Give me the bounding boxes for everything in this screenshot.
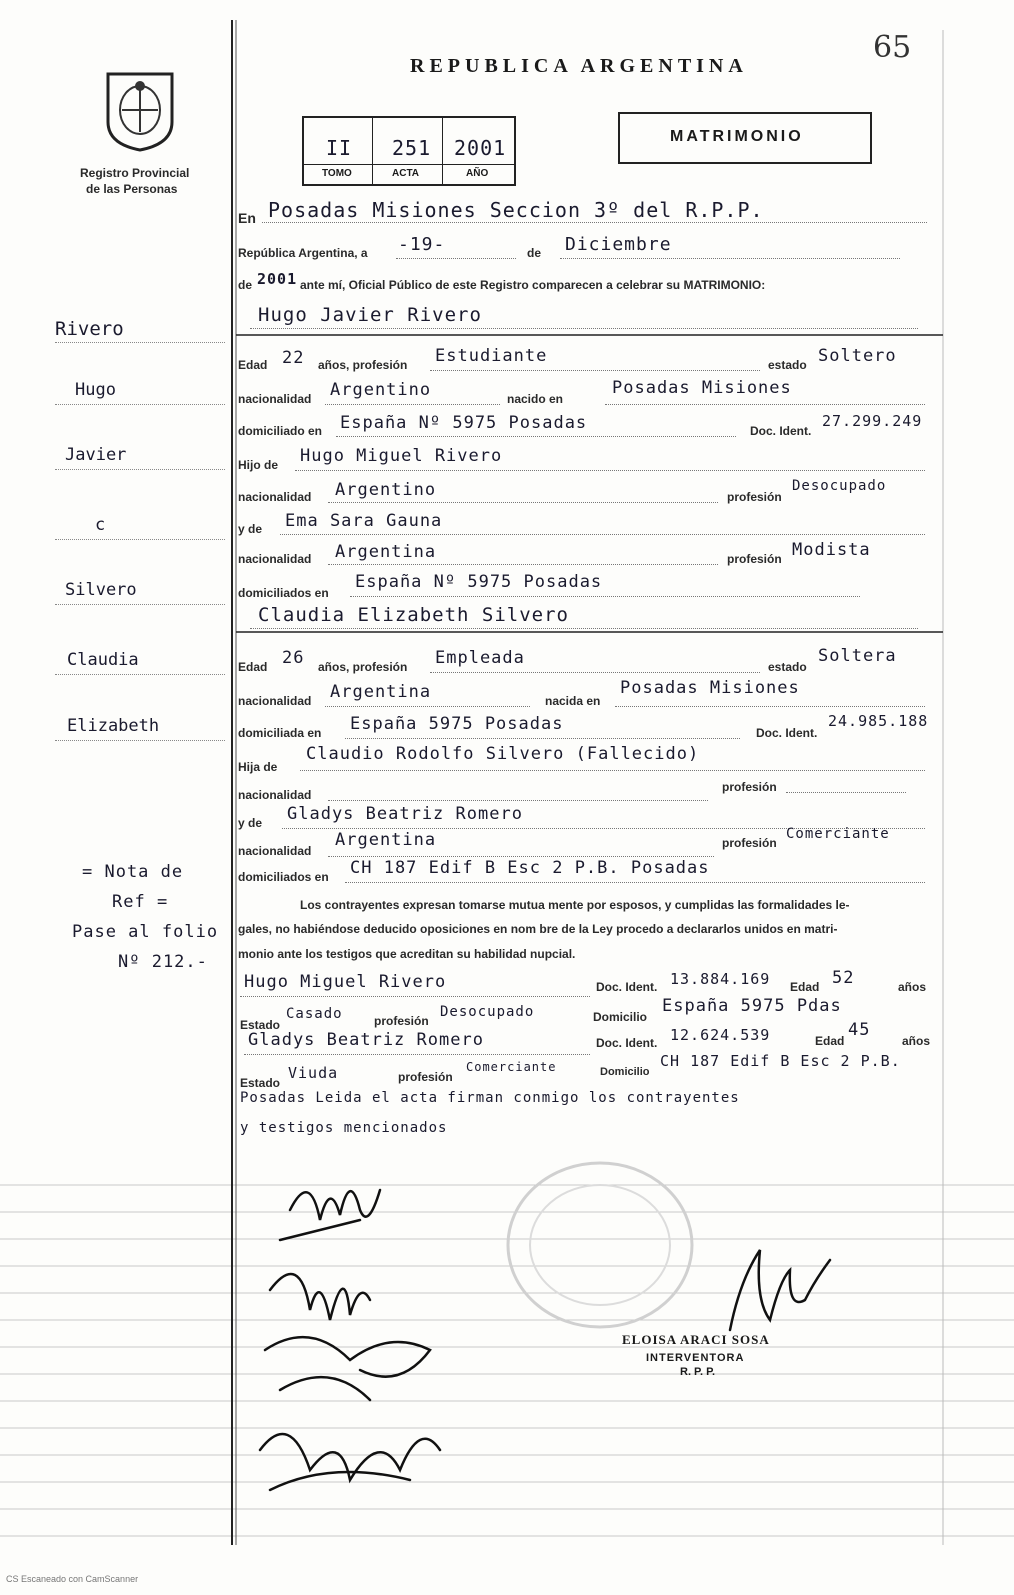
legal-text-line1: Los contrayentes expresan tomarse mutua mente por esposos, y cumplidas las formalidades le- bbox=[300, 898, 850, 912]
witness1-estado: Casado bbox=[286, 1006, 343, 1022]
bride-dom-label: domiciliada en bbox=[238, 726, 322, 740]
officer-name: ELOISA ARACI SOSA bbox=[622, 1332, 770, 1347]
groom-estado: Soltero bbox=[818, 346, 897, 366]
margin-surname: Rivero bbox=[55, 318, 225, 343]
witness1-doc: 13.884.169 bbox=[670, 970, 771, 988]
margin-connector: c bbox=[55, 515, 225, 540]
groom-mother-profession: Modista bbox=[792, 540, 871, 560]
registry-name-line1: Registro Provincial bbox=[80, 166, 190, 180]
margin-note-4: Nº 212.- bbox=[118, 952, 208, 972]
groom-father-nac-label: nacionalidad bbox=[238, 490, 312, 504]
witness1-dom-label: Domicilio bbox=[593, 1010, 648, 1024]
bride-edad-label: Edad bbox=[238, 660, 268, 674]
de2-label: de bbox=[238, 278, 253, 292]
witness2-edad-label: Edad bbox=[815, 1034, 845, 1048]
country-title: REPUBLICA ARGENTINA bbox=[410, 55, 748, 77]
registry-stamp bbox=[500, 1155, 700, 1335]
groom-nacido-label: nacido en bbox=[507, 392, 564, 406]
groom-father-prof-label: profesión bbox=[727, 490, 782, 504]
groom-nationality: Argentino bbox=[330, 380, 432, 400]
marriage-year: 2001 bbox=[257, 270, 298, 288]
legal-text-line2: gales, no habiéndose deducido oposiciones en nom bre de la Ley procedo a declararlos unidos en matri- bbox=[238, 922, 838, 936]
margin-bride-surname: Silvero bbox=[55, 580, 225, 605]
groom-doc: 27.299.249 bbox=[822, 412, 923, 430]
bride-hija-label: Hija de bbox=[238, 760, 278, 774]
en-label: En bbox=[238, 210, 256, 226]
ano-value: 2001 bbox=[454, 136, 507, 160]
bride-doc: 24.985.188 bbox=[828, 712, 929, 730]
groom-name: Hugo Javier Rivero bbox=[258, 304, 482, 326]
groom-dom-label: domiciliado en bbox=[238, 424, 323, 438]
bride-mother-nac-label: nacionalidad bbox=[238, 844, 312, 858]
witness1-edad-label: Edad bbox=[790, 980, 820, 994]
legal-text-line3: monio ante los testigos que acreditan su habilidad nupcial. bbox=[238, 947, 576, 961]
officer-title: INTERVENTORA bbox=[646, 1352, 745, 1364]
officer-signature bbox=[720, 1240, 840, 1340]
witness1-anos: años bbox=[898, 980, 927, 994]
witness1-name: Hugo Miguel Rivero bbox=[244, 972, 447, 992]
scanner-footer: CS Escaneado con CamScanner bbox=[6, 1574, 139, 1584]
witness2-domicile: CH 187 Edif B Esc 2 P.B. bbox=[660, 1052, 901, 1070]
groom-birthplace: Posadas Misiones bbox=[612, 378, 792, 398]
margin-middle-name: Javier bbox=[55, 445, 225, 470]
bride-nac-label: nacionalidad bbox=[238, 694, 312, 708]
folio-number: 65 bbox=[873, 30, 912, 65]
witness2-name: Gladys Beatriz Romero bbox=[248, 1030, 484, 1050]
tomo-label: TOMO bbox=[322, 168, 352, 179]
bride-estado: Soltera bbox=[818, 646, 897, 666]
margin-bride-middle-name: Elizabeth bbox=[55, 716, 225, 741]
groom-hijo-label: Hijo de bbox=[238, 458, 279, 472]
bride-name: Claudia Elizabeth Silvero bbox=[258, 604, 569, 626]
margin-note-2: Ref = bbox=[112, 892, 169, 912]
marriage-month: Diciembre bbox=[565, 234, 672, 255]
bride-father-prof-label: profesión bbox=[722, 780, 777, 794]
witness1-doc-label: Doc. Ident. bbox=[596, 980, 658, 994]
margin-bride-first-name: Claudia bbox=[55, 650, 225, 675]
bride-estado-label: estado bbox=[768, 660, 807, 674]
witness2-doc-label: Doc. Ident. bbox=[596, 1036, 658, 1050]
closing-line1: Posadas Leida el acta firman conmigo los contrayentes bbox=[240, 1090, 740, 1106]
bride-prof-label: años, profesión bbox=[318, 660, 408, 674]
witness2-estado-label: Estado bbox=[240, 1076, 281, 1090]
bride-profession: Empleada bbox=[435, 648, 525, 668]
bride-father-nac-label: nacionalidad bbox=[238, 788, 312, 802]
bride-age: 26 bbox=[282, 648, 305, 668]
closing-line2: y testigos mencionados bbox=[240, 1120, 448, 1136]
doc-type-box bbox=[618, 112, 872, 164]
ano-label: AÑO bbox=[466, 168, 489, 179]
bride-mother-profession: Comerciante bbox=[786, 826, 890, 842]
record-box bbox=[302, 116, 516, 186]
witness2-prof-label: profesión bbox=[398, 1070, 453, 1084]
de-label: de bbox=[527, 246, 542, 260]
bride-mother: Gladys Beatriz Romero bbox=[287, 804, 523, 824]
bride-nationality: Argentina bbox=[330, 682, 432, 702]
witness2-doc: 12.624.539 bbox=[670, 1026, 771, 1044]
acta-label: ACTA bbox=[392, 168, 420, 179]
margin-note-3: Pase al folio bbox=[72, 922, 219, 942]
tomo-value: II bbox=[326, 136, 353, 160]
groom-father-profession: Desocupado bbox=[792, 478, 887, 494]
witness1-estado-label: Estado bbox=[240, 1018, 281, 1032]
bride-doc-label: Doc. Ident. bbox=[756, 726, 818, 740]
groom-father-nationality: Argentino bbox=[335, 480, 437, 500]
bride-mother-prof-label: profesión bbox=[722, 836, 777, 850]
groom-nac-label: nacionalidad bbox=[238, 392, 312, 406]
groom-edad-label: Edad bbox=[238, 358, 268, 372]
groom-parents-dom-label: domiciliados en bbox=[238, 586, 329, 600]
bride-address: España 5975 Posadas bbox=[350, 714, 564, 734]
acta-value: 251 bbox=[392, 136, 432, 160]
groom-mother-nac-label: nacionalidad bbox=[238, 552, 312, 566]
margin-note-1: = Nota de bbox=[82, 862, 184, 882]
margin-first-name: Hugo bbox=[55, 380, 225, 405]
officer-org: R. P. P. bbox=[680, 1366, 716, 1378]
marriage-day: -19- bbox=[398, 234, 446, 255]
witness2-anos: años bbox=[902, 1034, 931, 1048]
groom-estado-label: estado bbox=[768, 358, 807, 372]
contrayentes-signatures bbox=[250, 1150, 490, 1530]
groom-parents-address: España Nº 5975 Posadas bbox=[355, 572, 603, 592]
registry-seal-icon bbox=[100, 70, 180, 157]
groom-address: España Nº 5975 Posadas bbox=[340, 413, 588, 433]
witness1-profession: Desocupado bbox=[440, 1004, 535, 1020]
groom-age: 22 bbox=[282, 348, 305, 368]
witness1-prof-label: profesión bbox=[374, 1014, 429, 1028]
bride-birthplace: Posadas Misiones bbox=[620, 678, 800, 698]
witness2-profession: Comerciante bbox=[466, 1060, 557, 1074]
witness2-dom-label: Domicilio bbox=[600, 1066, 650, 1078]
bride-mother-nationality: Argentina bbox=[335, 830, 437, 850]
groom-prof-label: años, profesión bbox=[318, 358, 408, 372]
groom-father: Hugo Miguel Rivero bbox=[300, 446, 503, 466]
witness2-estado: Viuda bbox=[288, 1064, 339, 1082]
groom-mother: Ema Sara Gauna bbox=[285, 511, 443, 531]
bride-nacida-label: nacida en bbox=[545, 694, 601, 708]
groom-mother-nationality: Argentina bbox=[335, 542, 437, 562]
groom-mother-yde-label: y de bbox=[238, 522, 263, 536]
groom-mother-prof-label: profesión bbox=[727, 552, 782, 566]
witness1-domicile: España 5975 Pdas bbox=[662, 996, 842, 1016]
republica-label: República Argentina, a bbox=[238, 246, 368, 260]
doc-type-title: MATRIMONIO bbox=[670, 128, 804, 145]
groom-doc-label: Doc. Ident. bbox=[750, 424, 812, 438]
appearance-text: ante mí, Oficial Público de este Registro comparecen a celebrar su MATRIMONIO: bbox=[300, 278, 766, 292]
bride-parents-address: CH 187 Edif B Esc 2 P.B. Posadas bbox=[350, 858, 710, 878]
witness2-age: 45 bbox=[848, 1020, 871, 1040]
bride-father: Claudio Rodolfo Silvero (Fallecido) bbox=[306, 744, 700, 764]
bride-mother-yde-label: y de bbox=[238, 816, 263, 830]
registry-place: Posadas Misiones Seccion 3º del R.P.P. bbox=[268, 198, 764, 222]
bride-parents-dom-label: domiciliados en bbox=[238, 870, 329, 884]
witness1-age: 52 bbox=[832, 968, 855, 988]
registry-name-line2: de las Personas bbox=[86, 182, 178, 196]
groom-profession: Estudiante bbox=[435, 346, 548, 366]
